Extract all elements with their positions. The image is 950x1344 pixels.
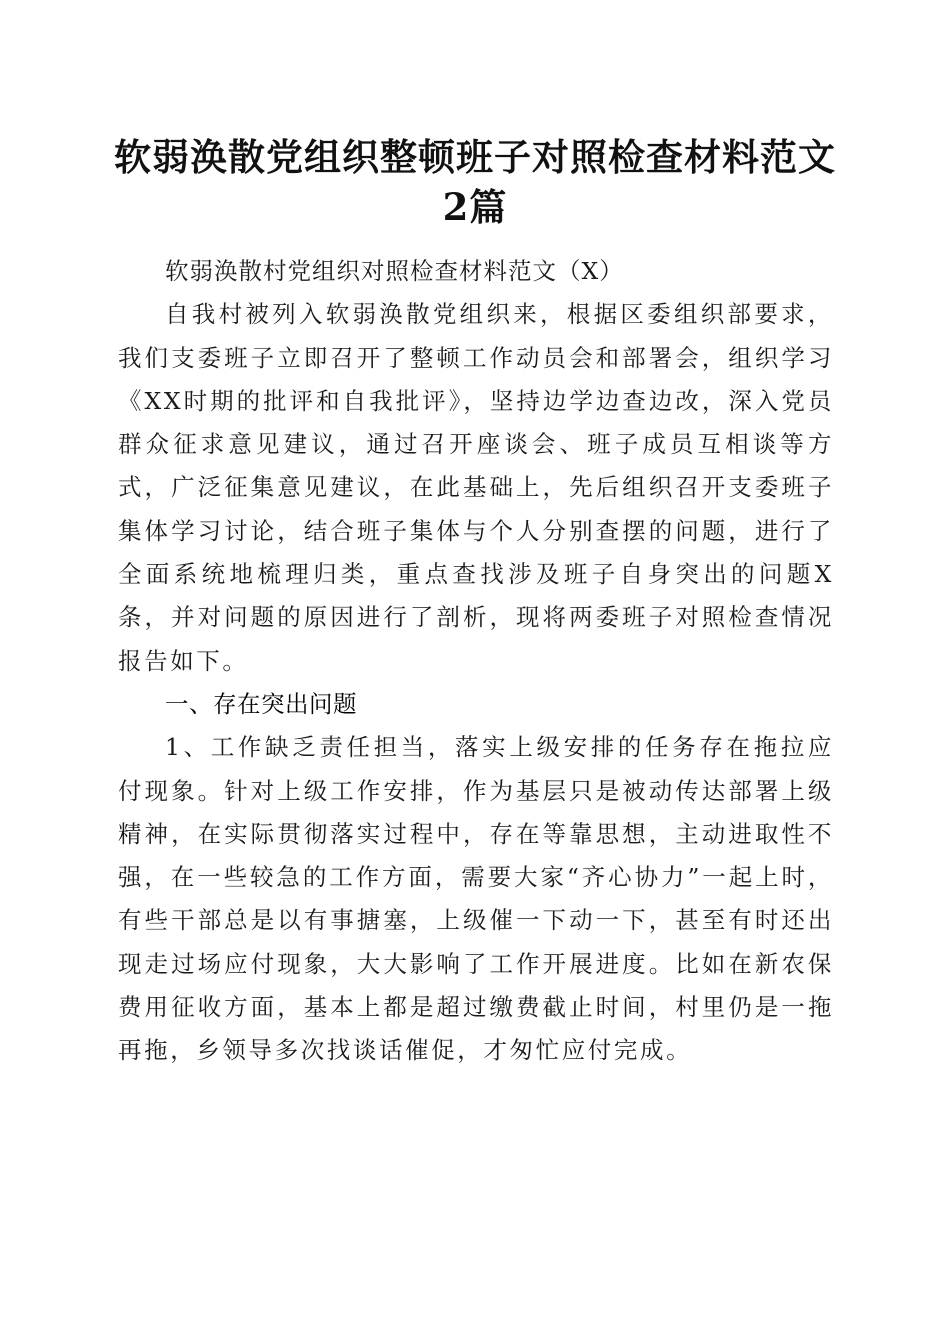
- document-subtitle: 软弱涣散村党组织对照检查材料范文（X）: [165, 257, 624, 285]
- intro-paragraph: 自我村被列入软弱涣散党组织来，根据区委组织部要求，我们支委班子立即召开了整顿工作动员会和部署会，组织学习《XX时期的批评和自我批评》，坚持边学边查边改，深入党员群众征求意见建议，通过召开座谈会、班子成员互相谈等方式，广泛征集意见建议，在此基础上，先后组织召开支委班子集体学习讨论，结合班子集体与个人分别查摆的问题，进行了全面系统地梳理归类，重点查找涉及班子自身突出的问题X条，并对问题的原因进行了剖析，现将两委班子对照检查情况报告如下。: [118, 300, 834, 675]
- document-body: [118, 250, 834, 1073]
- document-title: 软弱涣散党组织整顿班子对照检查材料范文2篇: [114, 135, 836, 229]
- section-heading: 一、存在突出问题: [165, 689, 357, 718]
- problem-item-1: 1、工作缺乏责任担当，落实上级安排的任务存在拖拉应付现象。针对上级工作安排，作为基层只是被动传达部署上级精神，在实际贯彻落实过程中，存在等靠思想，主动进取性不强，在一些较急的工作方面，需要大家“齐心协力”一起上时，有些干部总是以有事搪塞，上级催一下动一下，甚至有时还出现走过场应付现象，大大影响了工作开展进度。比如在新农保费用征收方面，基本上都是超过缴费截止时间，村里仍是一拖再拖，乡领导多次找谈话催促，才匆忙应付完成。: [118, 733, 834, 1065]
